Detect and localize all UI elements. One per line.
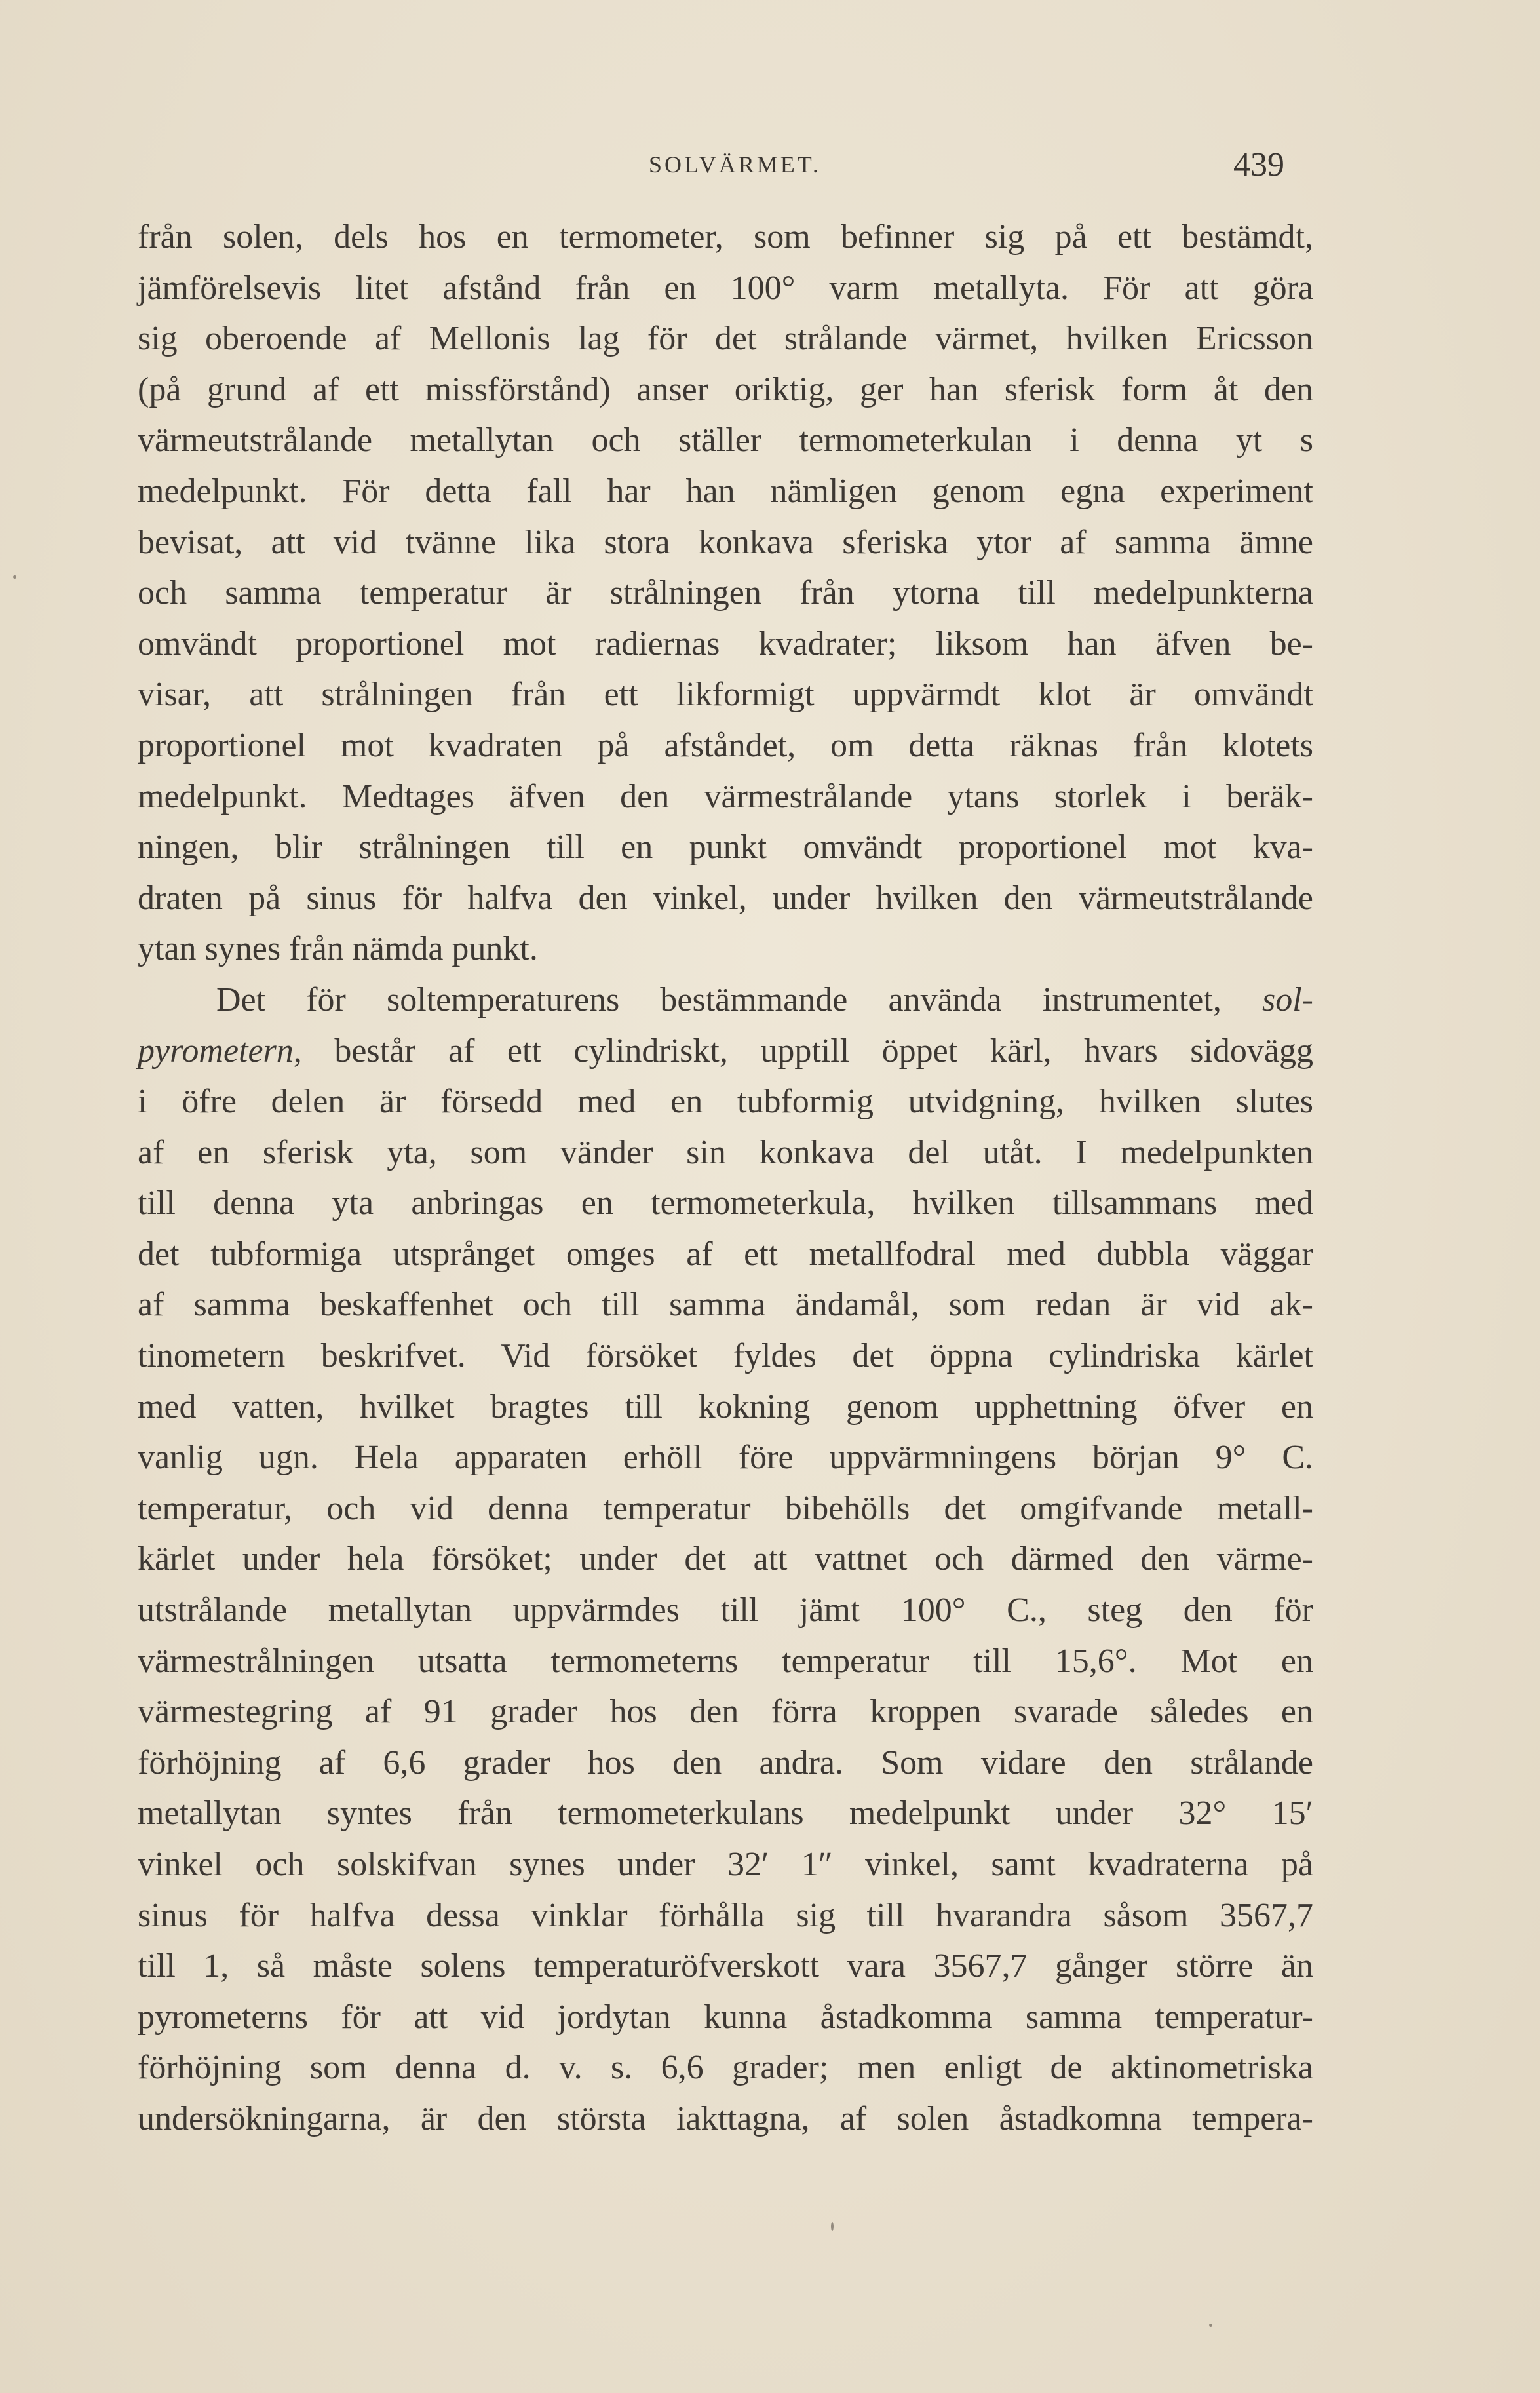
text-line: af samma beskaffenhet och till samma ändamål, som redan är vid ak-	[138, 1286, 1313, 1324]
paper-speck	[13, 575, 16, 579]
text-line: metallytan syntes från termometerkulans medelpunkt under 32° 15′	[138, 1795, 1313, 1833]
text-line: proportionel mot kvadraten på afståndet, om detta räknas från klotets	[138, 726, 1313, 764]
paper-speck	[1209, 2324, 1212, 2327]
text-line: medelpunkt. Medtages äfven den värmestrålande ytans storlek i beräk-	[138, 777, 1313, 815]
text-line: pyrometern, består af ett cylindriskt, upptill öppet kärl, hvars sidovägg	[138, 1032, 1313, 1070]
text-line: det tubformiga utsprånget omges af ett metallfodral med dubbla väggar	[138, 1235, 1313, 1273]
text-line: omvändt proportionel mot radiernas kvadrater; liksom han äfven be-	[138, 625, 1313, 663]
body-text	[138, 212, 1313, 2145]
text-line: temperatur, och vid denna temperatur bibehölls det omgifvande metall-	[138, 1489, 1313, 1527]
paragraph-first-line: Det för soltemperaturens bestämmande använda instrumentet, sol-	[216, 981, 1313, 1019]
text-line: draten på sinus för halfva den vinkel, under hvilken den värmeutstrålande	[138, 879, 1313, 917]
text-line: med vatten, hvilket bragtes till kokning genom upphettning öfver en	[138, 1388, 1313, 1426]
text-line: medelpunkt. För detta fall har han nämligen genom egna experiment	[138, 472, 1313, 510]
text-line: i öfre delen är försedd med en tubformig utvidgning, hvilken slutes	[138, 1083, 1313, 1121]
text-line: värmeutstrålande metallytan och ställer termometerkulan i denna yt s	[138, 421, 1313, 459]
running-head	[138, 146, 1284, 185]
text-line: visar, att strålningen från ett likformigt uppvärmdt klot är omvändt	[138, 676, 1313, 714]
text-line: ytan synes från nämda punkt.	[138, 930, 538, 968]
text-line: till denna yta anbringas en termometerkula, hvilken tillsammans med	[138, 1184, 1313, 1222]
text-line: af en sferisk yta, som vänder sin konkava del utåt. I medelpunkten	[138, 1133, 1313, 1171]
text-line: till 1, så måste solens temperaturöfverskott vara 3567,7 gånger större än	[138, 1947, 1313, 1985]
text-line: (på grund af ett missförstånd) anser oriktig, ger han sferisk form åt den	[138, 370, 1313, 408]
text-line: värmestegring af 91 grader hos den förra kroppen svarade således en	[138, 1693, 1313, 1731]
text-line: från solen, dels hos en termometer, som befinner sig på ett bestämdt,	[138, 218, 1313, 256]
text-line: utstrålande metallytan uppvärmdes till jämt 100° C., steg den för	[138, 1591, 1313, 1629]
text-line: vinkel och solskifvan synes under 32′ 1″ vinkel, samt kvadraterna på	[138, 1846, 1313, 1883]
text-line: kärlet under hela försöket; under det att vattnet och därmed den värme-	[138, 1540, 1313, 1578]
text-line: förhöjning som denna d. v. s. 6,6 grader; men enligt de aktinometriska	[138, 2049, 1313, 2087]
text-line: värmestrålningen utsatta termometerns temperatur till 15,6°. Mot en	[138, 1642, 1313, 1680]
text-line: vanlig ugn. Hela apparaten erhöll före uppvärmningens början 9° C.	[138, 1439, 1313, 1477]
text-line: pyrometerns för att vid jordytan kunna åstadkomma samma temperatur-	[138, 1998, 1313, 2036]
text-line: och samma temperatur är strålningen från ytorna till medelpunkterna	[138, 574, 1313, 612]
text-line: bevisat, att vid tvänne lika stora konkava sferiska ytor af samma ämne	[138, 523, 1313, 561]
text-line: ningen, blir strålningen till en punkt omvändt proportionel mot kva-	[138, 828, 1313, 866]
italic-term: sol-	[1262, 981, 1313, 1019]
text-line: sig oberoende af Mellonis lag för det strålande värmet, hvilken Ericsson	[138, 320, 1313, 358]
text-line: förhöjning af 6,6 grader hos den andra. Som vidare den strålande	[138, 1743, 1313, 1781]
text-line: undersökningarna, är den största iakttagna, af solen åstadkomna tempera-	[138, 2099, 1313, 2137]
italic-term: pyrometern	[138, 1032, 294, 1070]
text-line: jämförelsevis litet afstånd från en 100° varm metallyta. För att göra	[138, 269, 1313, 307]
text-line: tinometern beskrifvet. Vid försöket fyldes det öppna cylindriska kärlet	[138, 1337, 1313, 1375]
paper-speck	[831, 2222, 834, 2231]
page-number: 439	[1233, 146, 1284, 184]
text-line: sinus för halfva dessa vinklar förhålla sig till hvarandra såsom 3567,7	[138, 1896, 1313, 1934]
running-title: SOLVÄRMET.	[649, 151, 822, 178]
